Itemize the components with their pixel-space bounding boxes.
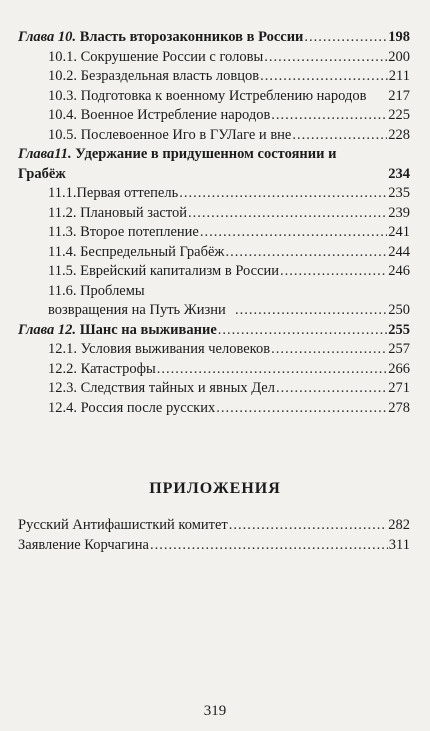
- dot-leader: [179, 184, 387, 204]
- dot-leader: [276, 379, 387, 399]
- chapter-title: Удержание в придушенном состоянии и Грабёж: [18, 146, 337, 182]
- dot-leader: [304, 28, 387, 48]
- dot-leader: [188, 204, 387, 224]
- dot-leader: [235, 301, 387, 321]
- toc-section: 10.3. Подготовка к военному Истреблению народов 217: [48, 87, 410, 104]
- toc-section: 10.5. Послевоенное Иго в ГУЛаге и вне ..... 228: [18, 126, 410, 146]
- toc-chapter-11: [18, 145, 410, 184]
- chapter-page: 234: [388, 165, 410, 182]
- appendix-item: Русский Антифашисткий комитет ..... 282: [18, 516, 410, 536]
- dot-leader: [200, 223, 387, 243]
- toc-section: 11.1.Первая оттепель ..... 235: [18, 184, 410, 204]
- dot-leader: [271, 106, 387, 126]
- toc-chapter-12: [18, 321, 410, 341]
- dot-leader: [280, 262, 387, 282]
- appendix-item: Заявление Корчагина ..... 311: [18, 536, 410, 556]
- page-number: 319: [203, 703, 227, 719]
- chapter-label: Глава 10.: [18, 29, 77, 45]
- chapter-label: Глава 12.: [18, 321, 77, 338]
- table-of-contents: [18, 28, 410, 418]
- dot-leader: [260, 67, 388, 87]
- toc-section: 11.5. Еврейский капитализм в России ..... 246: [18, 262, 410, 282]
- chapter-page: 198: [388, 29, 410, 45]
- dot-leader: [157, 360, 388, 380]
- dot-leader: [218, 321, 387, 341]
- dot-leader: [225, 243, 387, 263]
- toc-section: 11.4. Беспредельный Грабёж ..... 244: [18, 243, 410, 263]
- toc-chapter-10: [18, 28, 410, 48]
- chapter-title: Шанс на выживание: [79, 321, 217, 338]
- chapter-title: Власть второзаконников в России: [79, 29, 304, 45]
- toc-section: 10.2. Безраздельная власть ловцов ..... 211: [18, 67, 410, 87]
- toc-section: 10.1. Сокрушение России с головы ..... 200: [18, 48, 410, 68]
- dot-leader: [216, 399, 387, 419]
- toc-section: 11.6. Проблемы возвращения на Путь Жизни ..... 250: [18, 282, 410, 321]
- toc-section: 12.3. Следствия тайных и явных Дел ..... 271: [18, 379, 410, 399]
- appendix-heading: ПРИЛОЖЕНИЯ: [149, 480, 281, 497]
- dot-leader: [264, 48, 387, 68]
- toc-section: 11.3. Второе потепление ..... 241: [18, 223, 410, 243]
- toc-section: 11.2. Плановый застой ..... 239: [18, 204, 410, 224]
- toc-section: 12.4. Россия после русских ..... 278: [18, 399, 410, 419]
- toc-section: 12.1. Условия выживания человеков ..... 257: [18, 340, 410, 360]
- toc-section: 10.4. Военное Истребление народов ..... 225: [18, 106, 410, 126]
- dot-leader: [292, 126, 387, 146]
- chapter-page: 255: [388, 321, 410, 338]
- chapter-label: Глава11.: [18, 146, 72, 162]
- dot-leader: [229, 516, 388, 536]
- toc-section: 12.2. Катастрофы ..... 266: [18, 360, 410, 380]
- appendix-list: [18, 516, 410, 555]
- dot-leader: [150, 536, 388, 556]
- dot-leader: [271, 340, 387, 360]
